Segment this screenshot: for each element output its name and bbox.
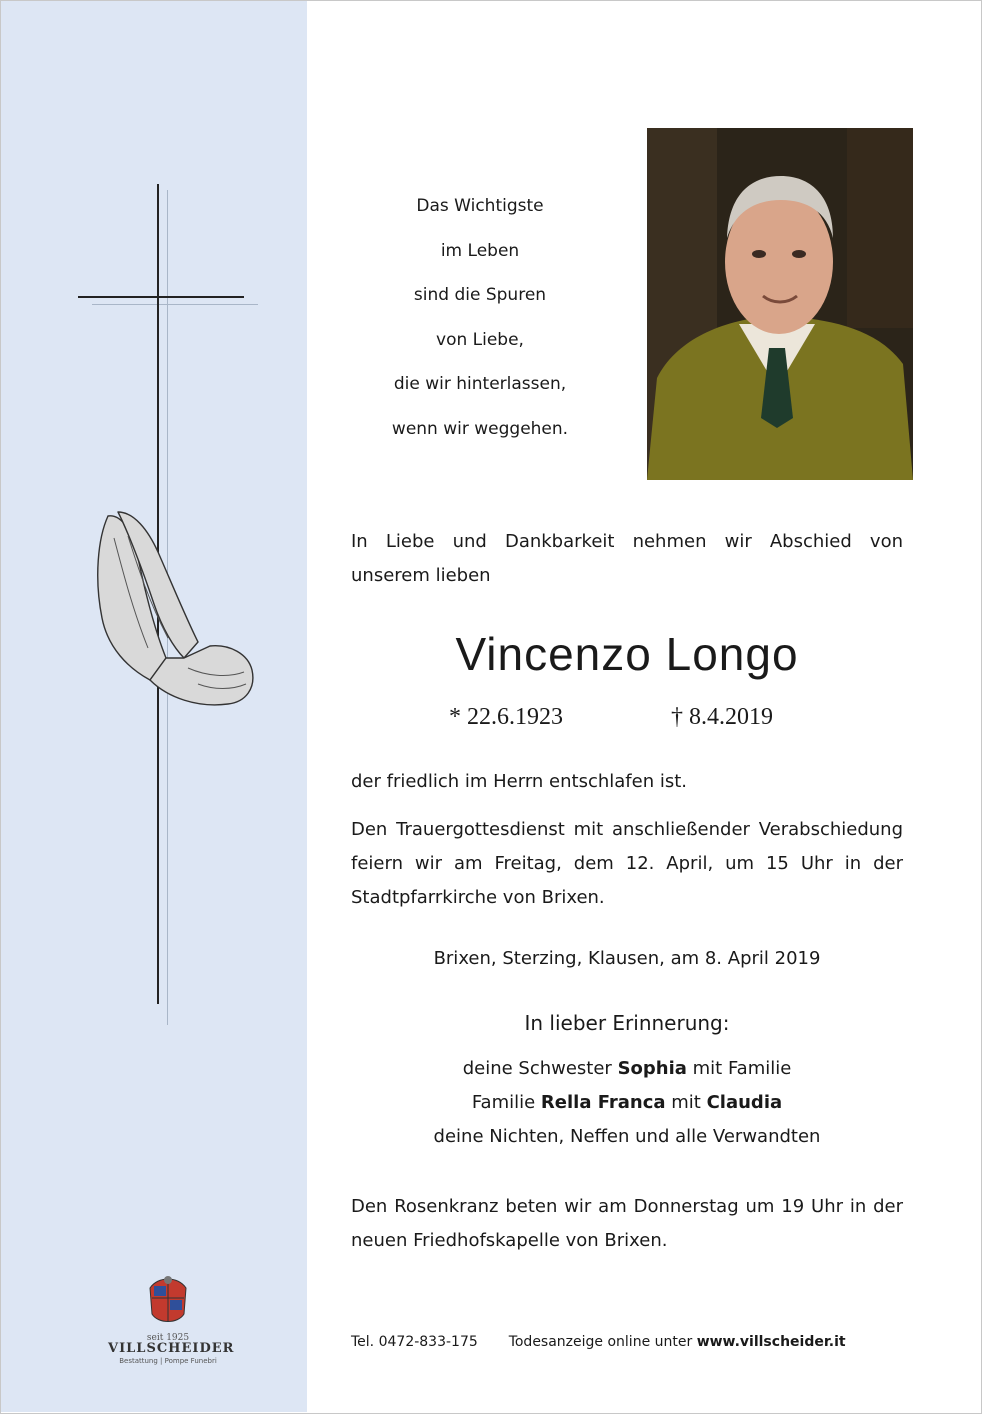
poem-line: sind die Spuren [413, 285, 547, 306]
cross-horizontal-bar [78, 296, 244, 298]
rosary-line-1: Den Rosenkranz beten wir am Donnerstag um 19 Uhr in der [351, 1196, 903, 1217]
funeral-line-2: feiern wir am Freitag, dem 12. April, um 15 Uhr in der [351, 853, 903, 874]
poem-line: von Liebe, [436, 329, 524, 350]
funeral-line-1: Den Trauergottesdienst mit anschließender Verabschiedung [351, 819, 903, 840]
poem-line: die wir hinterlassen, [393, 374, 567, 395]
portrait-photo [647, 128, 913, 480]
poem-line: Das Wichtigste [416, 196, 544, 216]
tel-number: 0472-833-175 [378, 1334, 478, 1350]
praying-hands-icon [88, 508, 258, 718]
birth-date: * 22.6.1923 [449, 704, 563, 730]
poem [340, 184, 620, 452]
intro-line-1: In Liebe und Dankbarkeit nehmen wir Abschied von [351, 531, 903, 552]
poem-line: wenn wir weggehen. [391, 418, 569, 439]
footer [351, 1330, 911, 1354]
website-link[interactable]: www.villscheider.it [696, 1334, 846, 1350]
logo-brand: VILLSCHEIDER [108, 1341, 235, 1356]
memory-title: In lieber Erinnerung: [524, 1011, 730, 1035]
poem-line: im Leben [440, 240, 520, 261]
family-row: deine Nichten, Neffen und alle Verwandten [433, 1126, 821, 1147]
family-row: deine Schwester Sophia mit Familie [462, 1058, 792, 1079]
logo-since: seit 1925 [146, 1333, 190, 1343]
passed-text: der friedlich im Herrn entschlafen ist. [351, 771, 688, 792]
relative-name: Claudia [706, 1092, 783, 1113]
family-row: Familie Rella Franca mit Claudia [471, 1092, 783, 1113]
rosary-line-2: neuen Friedhofskapelle von Brixen. [351, 1230, 668, 1251]
deceased-name: Vincenzo Longo [455, 628, 799, 680]
relative-name: Sophia [617, 1058, 687, 1079]
funeral-home-logo [108, 1274, 235, 1365]
cross-shadow-horizontal [92, 304, 258, 305]
death-date: † 8.4.2019 [671, 704, 773, 730]
logo-subtitle: Bestattung | Pompe Funebri [119, 1357, 217, 1365]
place-date: Brixen, Sterzing, Klausen, am 8. April 2019 [433, 948, 821, 969]
funeral-line-3: Stadtpfarrkirche von Brixen. [351, 887, 605, 908]
tel-label: Tel. [351, 1334, 375, 1350]
intro-line-2: unserem lieben [351, 565, 491, 586]
family-list [351, 1052, 903, 1154]
coat-of-arms-icon [138, 1274, 198, 1330]
online-label: Todesanzeige online unter [508, 1334, 693, 1350]
relative-name: Rella Franca [540, 1092, 666, 1113]
